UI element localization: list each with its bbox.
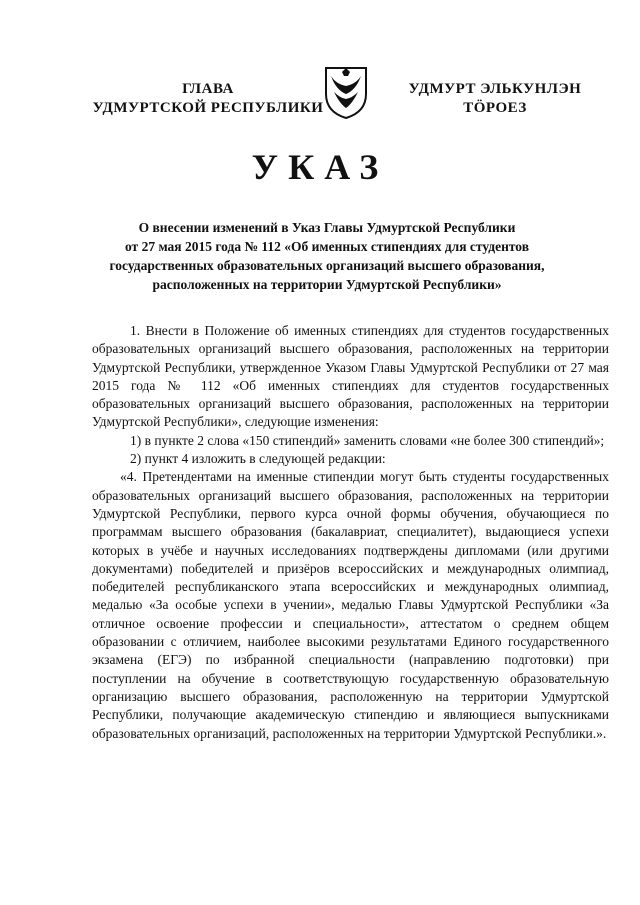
body-paragraph-4: «4. Претендентами на именные стипендии могут быть студенты государственных образовательных организаций высшего образования, расположенных на территории Удмуртской Республики, первого курса очной формы обучения, обучающиеся по программам высшего образования (бакалавриат, специалитет), выдающиеся успехи которых в учёбе и научных исследованиях подтверждены дипломами (или другими документами) победителей и призёров всероссийских и международных олимпиад, победителей республиканского этапа всероссийских и международных олимпиад, медалью «За особые успехи в учении», медалью Главы Удмуртской Республики «За отличное освоение профессии и специальности», аттестатом о среднем общем образовании с отличием, наиболее высокими результатами Единого государственного экзамена (ЕГЭ) по избранной специальности (направлению подготовки) при поступлении на обучение в соответствующую государственную образовательную организацию высшего образования, расположенную на территории Удмуртской Республики, получающие академическую стипендию и являющиеся выпускниками образовательных организаций, расположенных на территории Удмуртской Республики.». [92, 469, 609, 741]
header-right-line2: ТӦРОЕЗ [463, 100, 527, 116]
decree-title: УКАЗ [251, 147, 389, 187]
coat-of-arms-icon [322, 64, 370, 120]
header-right [400, 80, 590, 118]
subject-line-4: расположенных на территории Удмуртской Республики» [152, 277, 502, 292]
header-left [88, 80, 328, 118]
subject-line-3: государственных образовательных организаций высшего образования, [109, 258, 545, 273]
header-left-line2: УДМУРТСКОЙ РЕСПУБЛИКИ [92, 100, 324, 116]
body-paragraph-3: 2) пункт 4 изложить в следующей редакции: [130, 451, 386, 467]
header-left-line1: ГЛАВА [182, 81, 234, 97]
subject-line-1: О внесении изменений в Указ Главы Удмуртской Республики [138, 220, 516, 235]
header-right-line1: УДМУРТ ЭЛЬКУНЛЭН [408, 81, 582, 97]
decree-body [92, 322, 609, 743]
body-paragraph-2: 1) в пункте 2 слова «150 стипендий» заменить словами «не более 300 стипендий»; [130, 432, 605, 448]
emblem-graphic [322, 64, 370, 120]
subject-line-2: от 27 мая 2015 года № 112 «Об именных стипендиях для студентов [124, 239, 530, 254]
body-paragraph-1: 1. Внести в Положение об именных стипендиях для студентов государственных образовательных организаций высшего образования, расположенных на территории Удмуртской Республики, утвержденное Указом Главы Удмуртской Республики от 27 мая 2015 года № 112 «Об именных стипендиях для студентов государственных образовательных организаций высшего образования, расположенных на территории Удмуртской Республики», следующие изменения: [92, 323, 609, 430]
decree-subject [92, 218, 562, 294]
